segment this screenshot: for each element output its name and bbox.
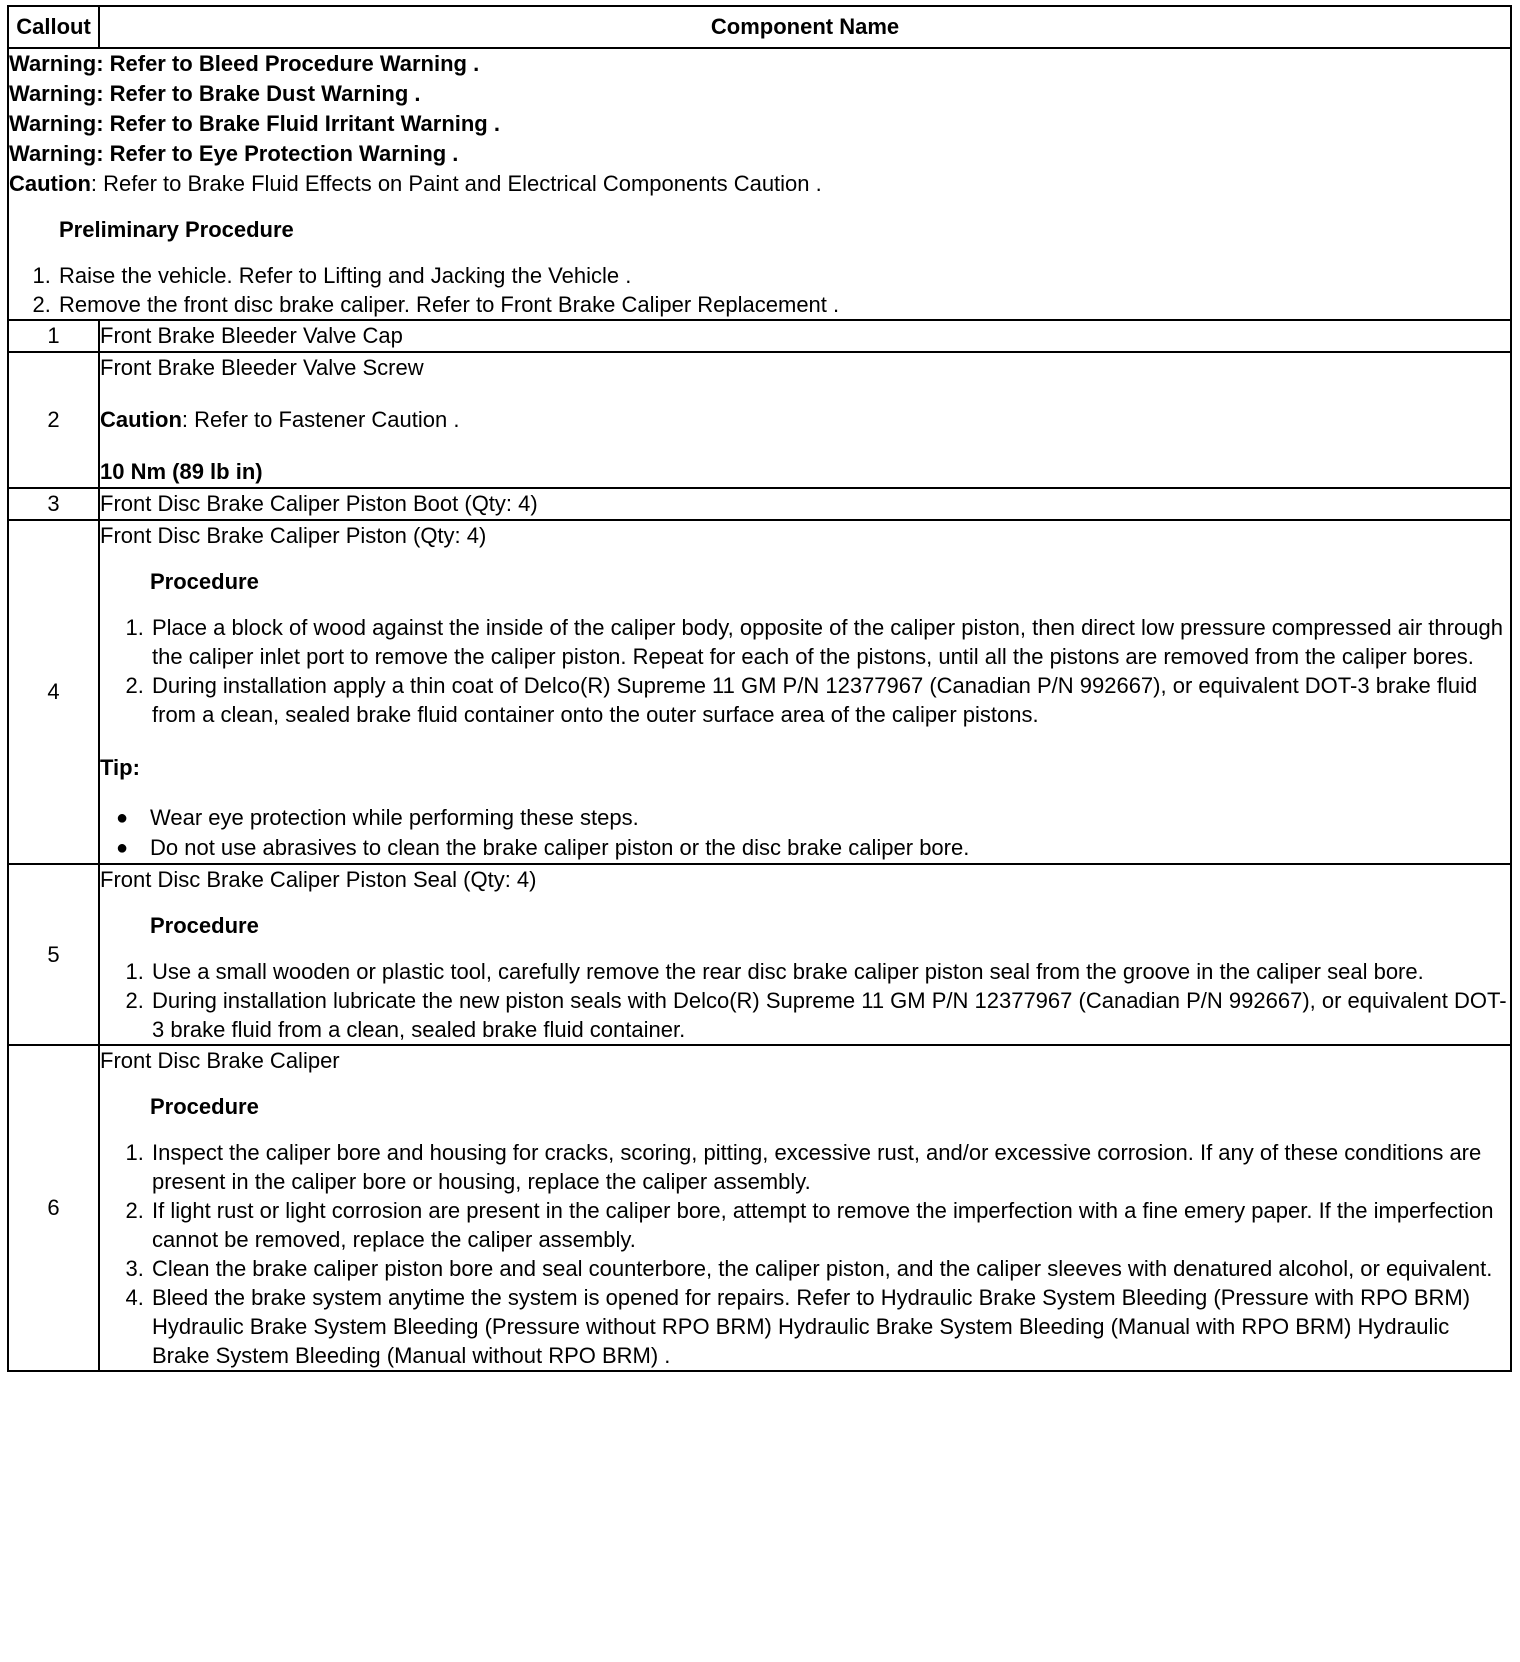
component-name: Front Disc Brake Caliper Piston Seal (Qty: 4) [100, 867, 537, 892]
procedure-title: Procedure [150, 913, 259, 938]
callout-number: 1 [8, 320, 99, 352]
tip-list [100, 803, 1510, 863]
warning-notice: Warning: Refer to Brake Dust Warning . [9, 81, 421, 106]
table-row [8, 352, 1511, 488]
callout-number: 2 [8, 352, 99, 488]
preliminary-steps [9, 261, 1510, 319]
component-table [7, 5, 1512, 1372]
component-detail [99, 352, 1511, 488]
warning-notice: Warning: Refer to Bleed Procedure Warning . [9, 51, 480, 76]
list-item: 2. During installation lubricate the new piston seals with Delco(R) Supreme 11 GM P/N 12377967 (Canadian P/N 992667), or equivalent DOT-3 brake fluid from a clean, sealed brake fluid container. [150, 986, 1510, 1044]
warning-notice: Warning: Refer to Eye Protection Warning . [9, 141, 459, 166]
table-row [8, 320, 1511, 352]
callout-number: 6 [8, 1045, 99, 1371]
list-item: 4. Bleed the brake system anytime the system is opened for repairs. Refer to Hydraulic Brake System Bleeding (Pressure with RPO BRM) Hydraulic Brake System Bleeding (Pressure without RPO BRM) Hydraulic Brake System Bleeding (Manual with RPO BRM) Hydraulic Brake System Bleeding (Manual without RPO BRM) . [150, 1283, 1510, 1370]
table-row [8, 520, 1511, 864]
table-row [8, 488, 1511, 520]
table-row [8, 864, 1511, 1045]
procedure-steps [100, 1138, 1510, 1370]
callout-number: 3 [8, 488, 99, 520]
component-name: Front Brake Bleeder Valve Screw [100, 355, 424, 380]
list-item: 2. Remove the front disc brake caliper. Refer to Front Brake Caliper Replacement . [57, 290, 1510, 319]
component-name-header: Component Name [99, 6, 1511, 48]
component-name: Front Disc Brake Caliper Piston Boot (Qty: 4) [99, 488, 1511, 520]
component-name: Front Disc Brake Caliper [100, 1048, 340, 1073]
list-item: 1. Use a small wooden or plastic tool, carefully remove the rear disc brake caliper piston seal from the groove in the caliper seal bore. [150, 957, 1510, 986]
callout-number: 5 [8, 864, 99, 1045]
procedure-steps [100, 957, 1510, 1044]
warning-notice: Warning: Refer to Brake Fluid Irritant Warning . [9, 111, 500, 136]
list-item: 1. Inspect the caliper bore and housing for cracks, scoring, pitting, excessive rust, and/or excessive corrosion. If any of these conditions are present in the caliper bore or housing, replace the caliper assembly. [150, 1138, 1510, 1196]
preliminary-cell [8, 48, 1511, 320]
component-detail [99, 1045, 1511, 1371]
tip-label: Tip: [100, 755, 140, 780]
procedure-title: Procedure [150, 1094, 259, 1119]
list-item: ● Do not use abrasives to clean the brake caliper piston or the disc brake caliper bore. [150, 833, 1510, 863]
list-item: 3. Clean the brake caliper piston bore and seal counterbore, the caliper piston, and the caliper sleeves with denatured alcohol, or equivalent. [150, 1254, 1510, 1283]
component-detail [99, 520, 1511, 864]
procedure-steps [100, 613, 1510, 729]
list-item: ● Wear eye protection while performing these steps. [150, 803, 1510, 833]
caution-notice: Caution: Refer to Brake Fluid Effects on Paint and Electrical Components Caution . [9, 171, 822, 196]
list-item: 1. Place a block of wood against the inside of the caliper body, opposite of the caliper piston, then direct low pressure compressed air through the caliper inlet port to remove the caliper piston. Repeat for each of the pistons, until all the pistons are removed from the caliper bores. [150, 613, 1510, 671]
component-name: Front Brake Bleeder Valve Cap [99, 320, 1511, 352]
list-item: 2. During installation apply a thin coat of Delco(R) Supreme 11 GM P/N 12377967 (Canadian P/N 992667), or equivalent DOT-3 brake fluid from a clean, sealed brake fluid container onto the outer surface area of the caliper pistons. [150, 671, 1510, 729]
component-detail [99, 864, 1511, 1045]
table-row [8, 1045, 1511, 1371]
preliminary-row [8, 48, 1511, 320]
preliminary-procedure-title: Preliminary Procedure [59, 217, 294, 242]
procedure-title: Procedure [150, 569, 259, 594]
list-item: 1. Raise the vehicle. Refer to Lifting and Jacking the Vehicle . [57, 261, 1510, 290]
table-header-row [8, 6, 1511, 48]
callout-number: 4 [8, 520, 99, 864]
torque-spec: 10 Nm (89 lb in) [100, 459, 263, 484]
list-item: 2. If light rust or light corrosion are present in the caliper bore, attempt to remove the imperfection with a fine emery paper. If the imperfection cannot be removed, replace the caliper assembly. [150, 1196, 1510, 1254]
callout-header: Callout [8, 6, 99, 48]
component-name: Front Disc Brake Caliper Piston (Qty: 4) [100, 523, 487, 548]
caution-notice: Caution: Refer to Fastener Caution . [100, 407, 460, 432]
